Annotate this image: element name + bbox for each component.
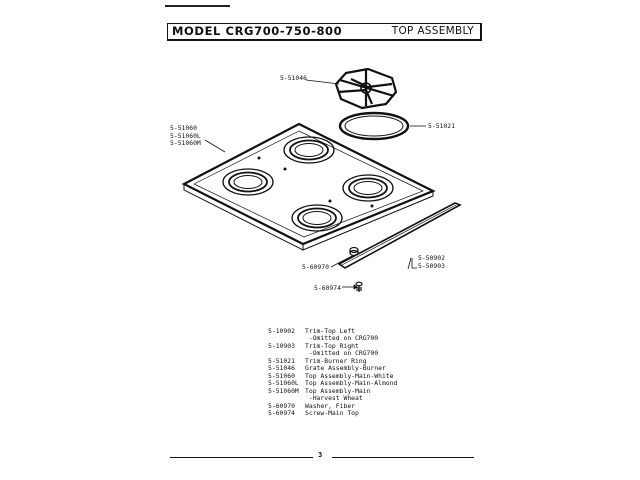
legend-description: Top Assembly-Main-White <box>305 371 394 380</box>
legend-description: -Omitted on CRG700 <box>305 334 379 343</box>
legend-description: Grate Assembly-Burner <box>305 364 386 373</box>
section-title: TOP ASSEMBLY <box>391 25 474 37</box>
legend-row <box>268 410 397 417</box>
burner-grate <box>336 69 396 108</box>
burner-opening-back <box>284 137 334 163</box>
legend-description: Screw-Main Top <box>305 408 359 417</box>
legend-description: Top Assembly-Main <box>305 386 371 395</box>
callout-ring: 5-51021 <box>428 122 455 130</box>
burner-ring <box>340 113 408 139</box>
legend-description: Washer, Fiber <box>305 401 356 410</box>
legend-part-number: 5-51060L <box>268 379 299 388</box>
legend-description: -Omitted on CRG700 <box>305 349 379 358</box>
callout-washer: 5-60970 <box>302 263 329 271</box>
legend-part-number: 5-60974 <box>268 408 295 417</box>
legend-part-number: 5-10903 <box>268 341 295 350</box>
legend-part-number: 5-10902 <box>268 327 295 335</box>
callout-top: 5-51060 5-51060L 5-51060M <box>170 124 201 148</box>
footer-rule-left <box>170 457 313 458</box>
fiber-washer <box>350 248 358 256</box>
callout-screw: 5-60974 <box>314 284 341 292</box>
legend-part-number: 5-51046 <box>268 364 295 373</box>
legend-description: Trim-Top Left <box>305 327 356 335</box>
legend-part-number: 5-60970 <box>268 401 295 410</box>
legend-part-number: 5-51060 <box>268 371 295 380</box>
burner-opening-right <box>343 175 393 201</box>
footer-rule-right <box>332 457 474 458</box>
page-number: 3 <box>318 451 323 459</box>
legend-part-number: 5-51060M <box>268 386 299 395</box>
burner-opening-left <box>223 169 273 195</box>
model-title: MODEL CRG700-750-800 <box>172 24 343 38</box>
legend-description: Top Assembly-Main-Almond <box>305 379 398 388</box>
burner-opening-front <box>292 205 342 231</box>
cooktop <box>184 124 433 250</box>
parts-legend <box>268 328 397 417</box>
callout-grate: 5-51046 <box>280 74 307 82</box>
legend-description: Trim-Top Right <box>305 341 359 350</box>
legend-part-number: 5-51021 <box>268 356 295 365</box>
callout-trim: 5-50902 5-50903 <box>418 254 445 270</box>
legend-description: -Harvest Wheat <box>305 394 363 403</box>
legend-description: Trim-Burner Ring <box>305 356 367 365</box>
